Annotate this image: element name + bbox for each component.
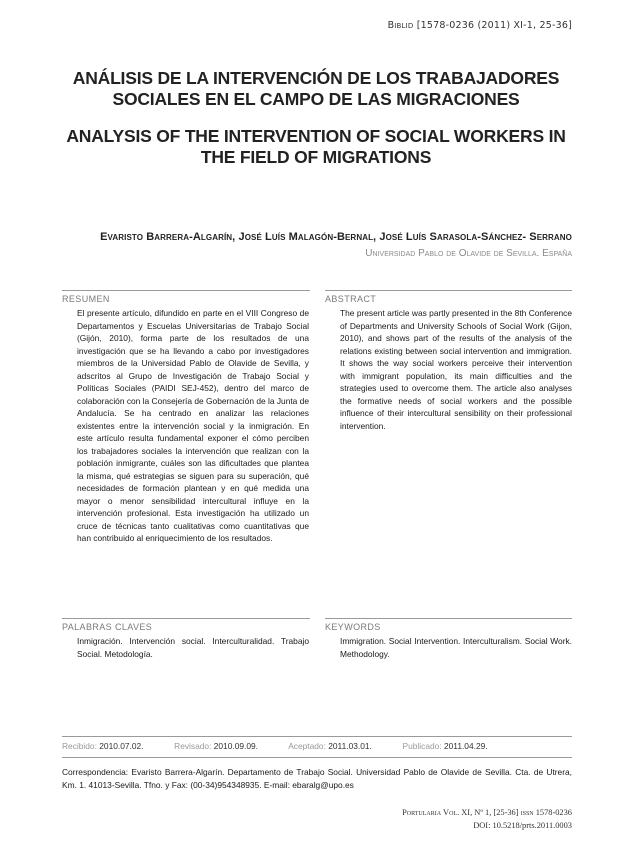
revisado-date: 2010.09.09. bbox=[213, 741, 258, 751]
palabras-claves-text: Inmigración. Intervención social. Interculturalidad. Trabajo Social. Metodología. bbox=[77, 636, 309, 659]
dates-row bbox=[62, 741, 572, 751]
revisado-label: Revisado: bbox=[174, 741, 212, 751]
affiliation: Universidad Pablo de Olavide de Sevilla. España bbox=[365, 248, 572, 259]
publicado-date: 2011.04.29. bbox=[443, 741, 488, 751]
abstract-text: The present article was partly presented in the 8th Conference of Departments and University Schools of Social Work (Gijon, 2010), and shows part of the results of the analysis of the relations existing between social intervention and immigration. It shows the way social workers perceive their intervention with immigrant population, its main difficulties and the strategies used to overcome them. The article also analyses the formative needs of social workers and the possible influence of their intercultural sensibility on their professional intervention. bbox=[340, 308, 572, 431]
dates-top-rule bbox=[62, 736, 572, 737]
footer-doi: DOI: 10.5218/prts.2011.0003 bbox=[473, 821, 572, 830]
title-spanish bbox=[40, 68, 592, 110]
title-es-line-1: ANÁLISIS DE LA INTERVENCIÓN DE LOS TRABAJADORES bbox=[72, 68, 560, 88]
keywords-label: KEYWORDS bbox=[325, 622, 381, 632]
keywords-text: Immigration. Social Intervention. Interculturalism. Social Work. Methodology. bbox=[340, 636, 572, 659]
keywords-rule bbox=[325, 618, 572, 619]
recibido-date: 2010.07.02. bbox=[99, 741, 144, 751]
abstract-rule bbox=[325, 290, 572, 291]
resumen-label: RESUMEN bbox=[62, 294, 110, 304]
authors: Evaristo Barrera-Algarín, José Luís Malagón-Bernal, José Luís Sarasola-Sánchez- Serrano bbox=[100, 231, 572, 243]
abstract-label: ABSTRACT bbox=[325, 294, 377, 304]
title-en-line-2: THE FIELD OF MIGRATIONS bbox=[200, 147, 432, 167]
palabras-claves-label: PALABRAS CLAVES bbox=[62, 622, 153, 632]
footer-journal bbox=[402, 808, 572, 817]
palabras-claves-rule bbox=[62, 618, 310, 619]
biblio-label: Biblid bbox=[387, 20, 414, 31]
aceptado-date: 2011.03.01. bbox=[328, 741, 372, 751]
resumen-rule bbox=[62, 290, 310, 291]
recibido-label: Recibido: bbox=[62, 741, 97, 751]
dates-bottom-rule bbox=[62, 757, 572, 758]
publicado-label: Publicado: bbox=[402, 741, 442, 751]
aceptado-label: Aceptado: bbox=[288, 741, 326, 751]
biblio-reference bbox=[388, 20, 572, 31]
resumen-text: El presente artículo, difundido en parte en el VIII Congreso de Departamentos y Escuelas Universitarias de Trabajo Social (Gijón, 2010), forma parte de los resultados de una investigación que se ha llevando a cabo por investigadores miembros de la Universidad Pablo de Olavide de Sevilla, y adscritos al Grupo de Investigación de Trabajo Social y Políticas Sociales (PAIDI SEJ-452), dentro del marco de colaboración con la Consejería de Gobernación de la Junta de Andalucía. Se ha centrado en analizar las relaciones existentes entre la intervención social y la inmigración. En este artículo resulta fundamental exponer el cómo perciben los trabajadores sociales la intervención que realizan con la población inmigrante, cuáles son las dificultades que plantea la misma, qué estrategias se siguen para su superación, qué necesidades de formación plantean y en qué medida una mayor o menor sensibilidad intercultural influye en la intervención profesional. Esta investigación ha utilizado un cruce de técnicas tanto cualitativas como cuantitativas que han contribuido al enriquecimiento de los resultados. bbox=[77, 308, 309, 543]
correspondence: Correspondencia: Evaristo Barrera-Algarín. Departamento de Trabajo Social. Universidad Pablo de Olavide de Sevilla. Cta. de Utrera, Km. 1. 41013-Sevilla. Tfno. y Fax: (00-34)954348935. E-mail: ebaralg@upo.es bbox=[62, 767, 572, 790]
title-en-line-1: ANALYSIS OF THE INTERVENTION OF SOCIAL WORKERS IN bbox=[66, 126, 566, 146]
title-es-line-2: SOCIALES EN EL CAMPO DE LAS MIGRACIONES bbox=[112, 89, 520, 109]
title-english bbox=[40, 126, 592, 168]
footer-journal-text: Portularia Vol. XI, Nº 1, [25-36] issn 1578-0236 bbox=[402, 808, 572, 817]
biblio-ref: [1578-0236 (2011) XI-1, 25-36] bbox=[416, 20, 572, 31]
